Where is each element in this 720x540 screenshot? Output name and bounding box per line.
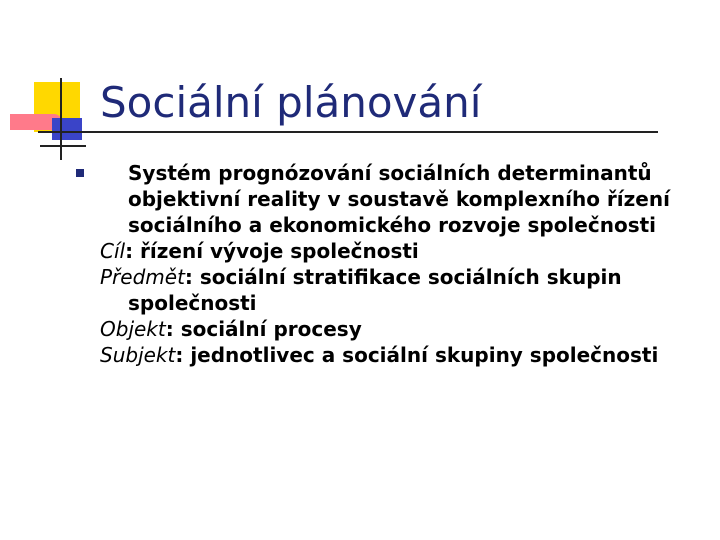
item-objekt (100, 316, 710, 342)
item-text: : jednotlivec a sociální skupiny společnosti (175, 343, 659, 367)
slide-content (100, 160, 710, 368)
item-subjekt (100, 342, 710, 368)
item-text: : řízení vývoje společnosti (125, 239, 419, 263)
logo-short-line (40, 145, 86, 147)
item-text: : sociální stratifikace sociálních skupin společnosti (128, 265, 622, 315)
item-term: Předmět (100, 265, 185, 289)
item-text: : sociální procesy (165, 317, 362, 341)
title-underline (38, 131, 658, 133)
item-term: Objekt (100, 317, 166, 341)
item-term: Subjekt (100, 343, 176, 367)
slide-title: Sociální plánování (100, 78, 482, 127)
bullet-text: Systém prognózování sociálních determinantů objektivní reality v soustavě komplexního řízení sociálního a ekonomického rozvoje společnosti (128, 161, 670, 237)
logo-blue-square (52, 118, 82, 140)
square-bullet-icon (76, 169, 84, 177)
logo-vertical-line (60, 78, 62, 160)
item-predmet (100, 264, 710, 316)
item-cil (100, 238, 710, 264)
item-term: Cíl (100, 239, 126, 263)
bullet-item (100, 160, 710, 238)
